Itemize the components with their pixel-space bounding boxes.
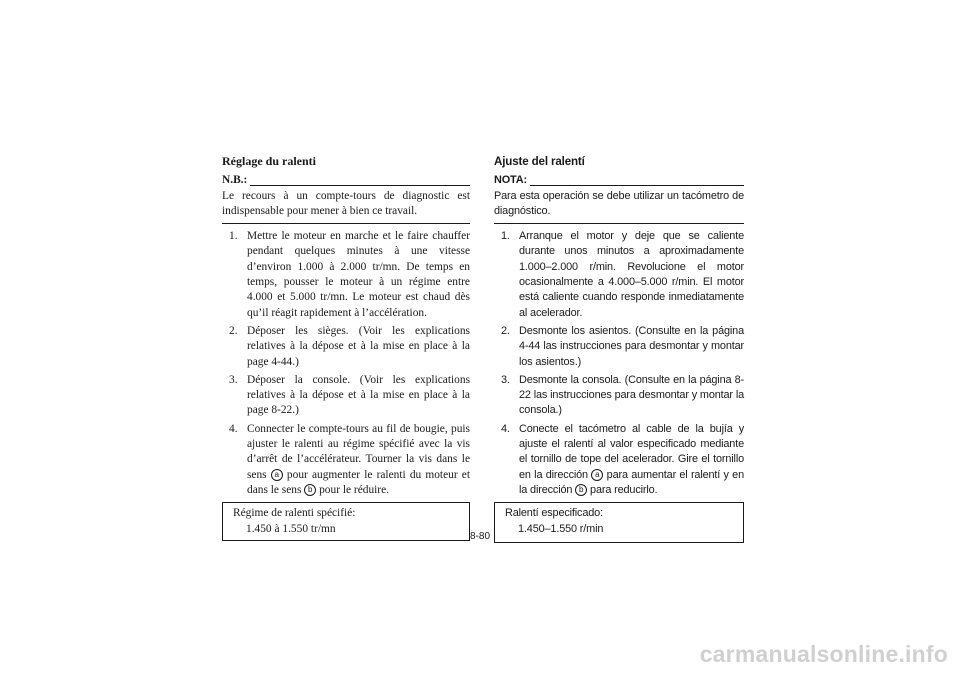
step-number: 3.	[501, 373, 510, 386]
note-header-fr	[222, 173, 470, 188]
step-item	[494, 324, 744, 370]
step-number: 1.	[501, 230, 510, 243]
step-number: 4.	[501, 422, 510, 435]
step-text: para aumentar el ralentí y en la dirección	[519, 468, 744, 496]
step-item	[222, 324, 470, 370]
note-rule-es	[530, 185, 744, 186]
spec-value-fr: 1.450 à 1.550 tr/mn	[246, 522, 336, 535]
step-text: pour augmenter le ralenti du moteur et dans le sens	[247, 468, 471, 496]
step-number: 4.	[229, 422, 238, 435]
step-item	[494, 229, 744, 321]
step-text: Conecte el tacómetro al cable de la bujía y ajuste el ralentí al valor especificado mediante el tornillo de tope del acelerador. Gire el tornillo en la dirección	[519, 422, 744, 481]
step-text: Mettre le moteur en marche et le faire chauffer pendant quelques minutes à une vitesse d’environ 1.000 à 2.000 tr/mn. De temps en temps, pousser le moteur à un régime entre 4.000 et 5.000 tr/mn. Le moteur est chaud dès qu’il réagit rapidement à l’accélération.	[247, 230, 470, 319]
spec-label-es: Ralentí especificado:	[505, 507, 603, 520]
step-text: pour le réduire.	[316, 483, 390, 496]
step-number: 3.	[229, 373, 238, 386]
watermark: carmanualsonline.info	[699, 641, 948, 667]
note-label-es: NOTA:	[494, 174, 527, 187]
note-text-fr: Le recours à un compte-tours de diagnostic est indispensable pour mener à bien ce travail.	[222, 189, 470, 225]
step-item	[494, 422, 744, 498]
note-label-fr: N.B.:	[222, 174, 248, 187]
step-text: para reducirlo.	[587, 483, 658, 496]
step-text: Desmonte la consola. (Consulte en la página 8-22 las instrucciones para desmontar y montar la consola.)	[519, 373, 744, 417]
note-rule-fr	[250, 185, 470, 186]
circled-a-marker: a	[271, 469, 283, 481]
step-text: Déposer les sièges. (Voir les explications relatives à la dépose et à la mise en place à la page 4-44.)	[247, 324, 470, 368]
note-header-es	[494, 173, 744, 188]
step-number: 2.	[229, 324, 238, 337]
circled-b-marker: b	[575, 484, 587, 496]
circled-b-marker: b	[304, 484, 316, 496]
step-number: 2.	[501, 324, 510, 337]
step-item	[222, 229, 470, 321]
note-text-es: Para esta operación se debe utilizar un tacómetro de diagnóstico.	[494, 189, 744, 225]
steps-list-es	[494, 229, 744, 498]
step-item	[494, 373, 744, 419]
step-number: 1.	[229, 230, 238, 243]
step-text: Connecter le compte-tours au fil de bougie, puis ajuster le ralenti au régime spécifié avec la vis d’arrêt de l’accélérateur. Tourner la vis dans le sens	[247, 422, 470, 481]
french-column	[222, 154, 470, 541]
step-text: Arranque el motor y deje que se caliente durante unos minutos a aproximadamente 1.000–2.000 r/min. Revolucione el motor ocasionalmente a 4.000–5.000 r/min. El motor está caliente cuando responde inmediatamente al acelerador.	[519, 230, 744, 319]
section-title-es: Ajuste del ralentí	[494, 155, 585, 168]
steps-list-fr	[222, 229, 470, 498]
spanish-column	[494, 154, 744, 543]
step-item	[222, 422, 470, 498]
section-title-fr: Réglage du ralenti	[222, 154, 316, 168]
step-text: Desmonte los asientos. (Consulte en la página 4-44 las instrucciones para desmontar y montar los asientos.)	[519, 324, 744, 368]
step-text: Déposer la console. (Voir les explications relatives à la dépose et à la mise en place à la page 8-22.)	[247, 373, 470, 417]
circled-a-marker: a	[591, 469, 603, 481]
page-number: 8-80	[469, 531, 490, 542]
spec-label-fr: Régime de ralenti spécifié:	[233, 507, 356, 520]
spec-value-es: 1.450–1.550 r/min	[518, 522, 604, 535]
step-item	[222, 373, 470, 419]
